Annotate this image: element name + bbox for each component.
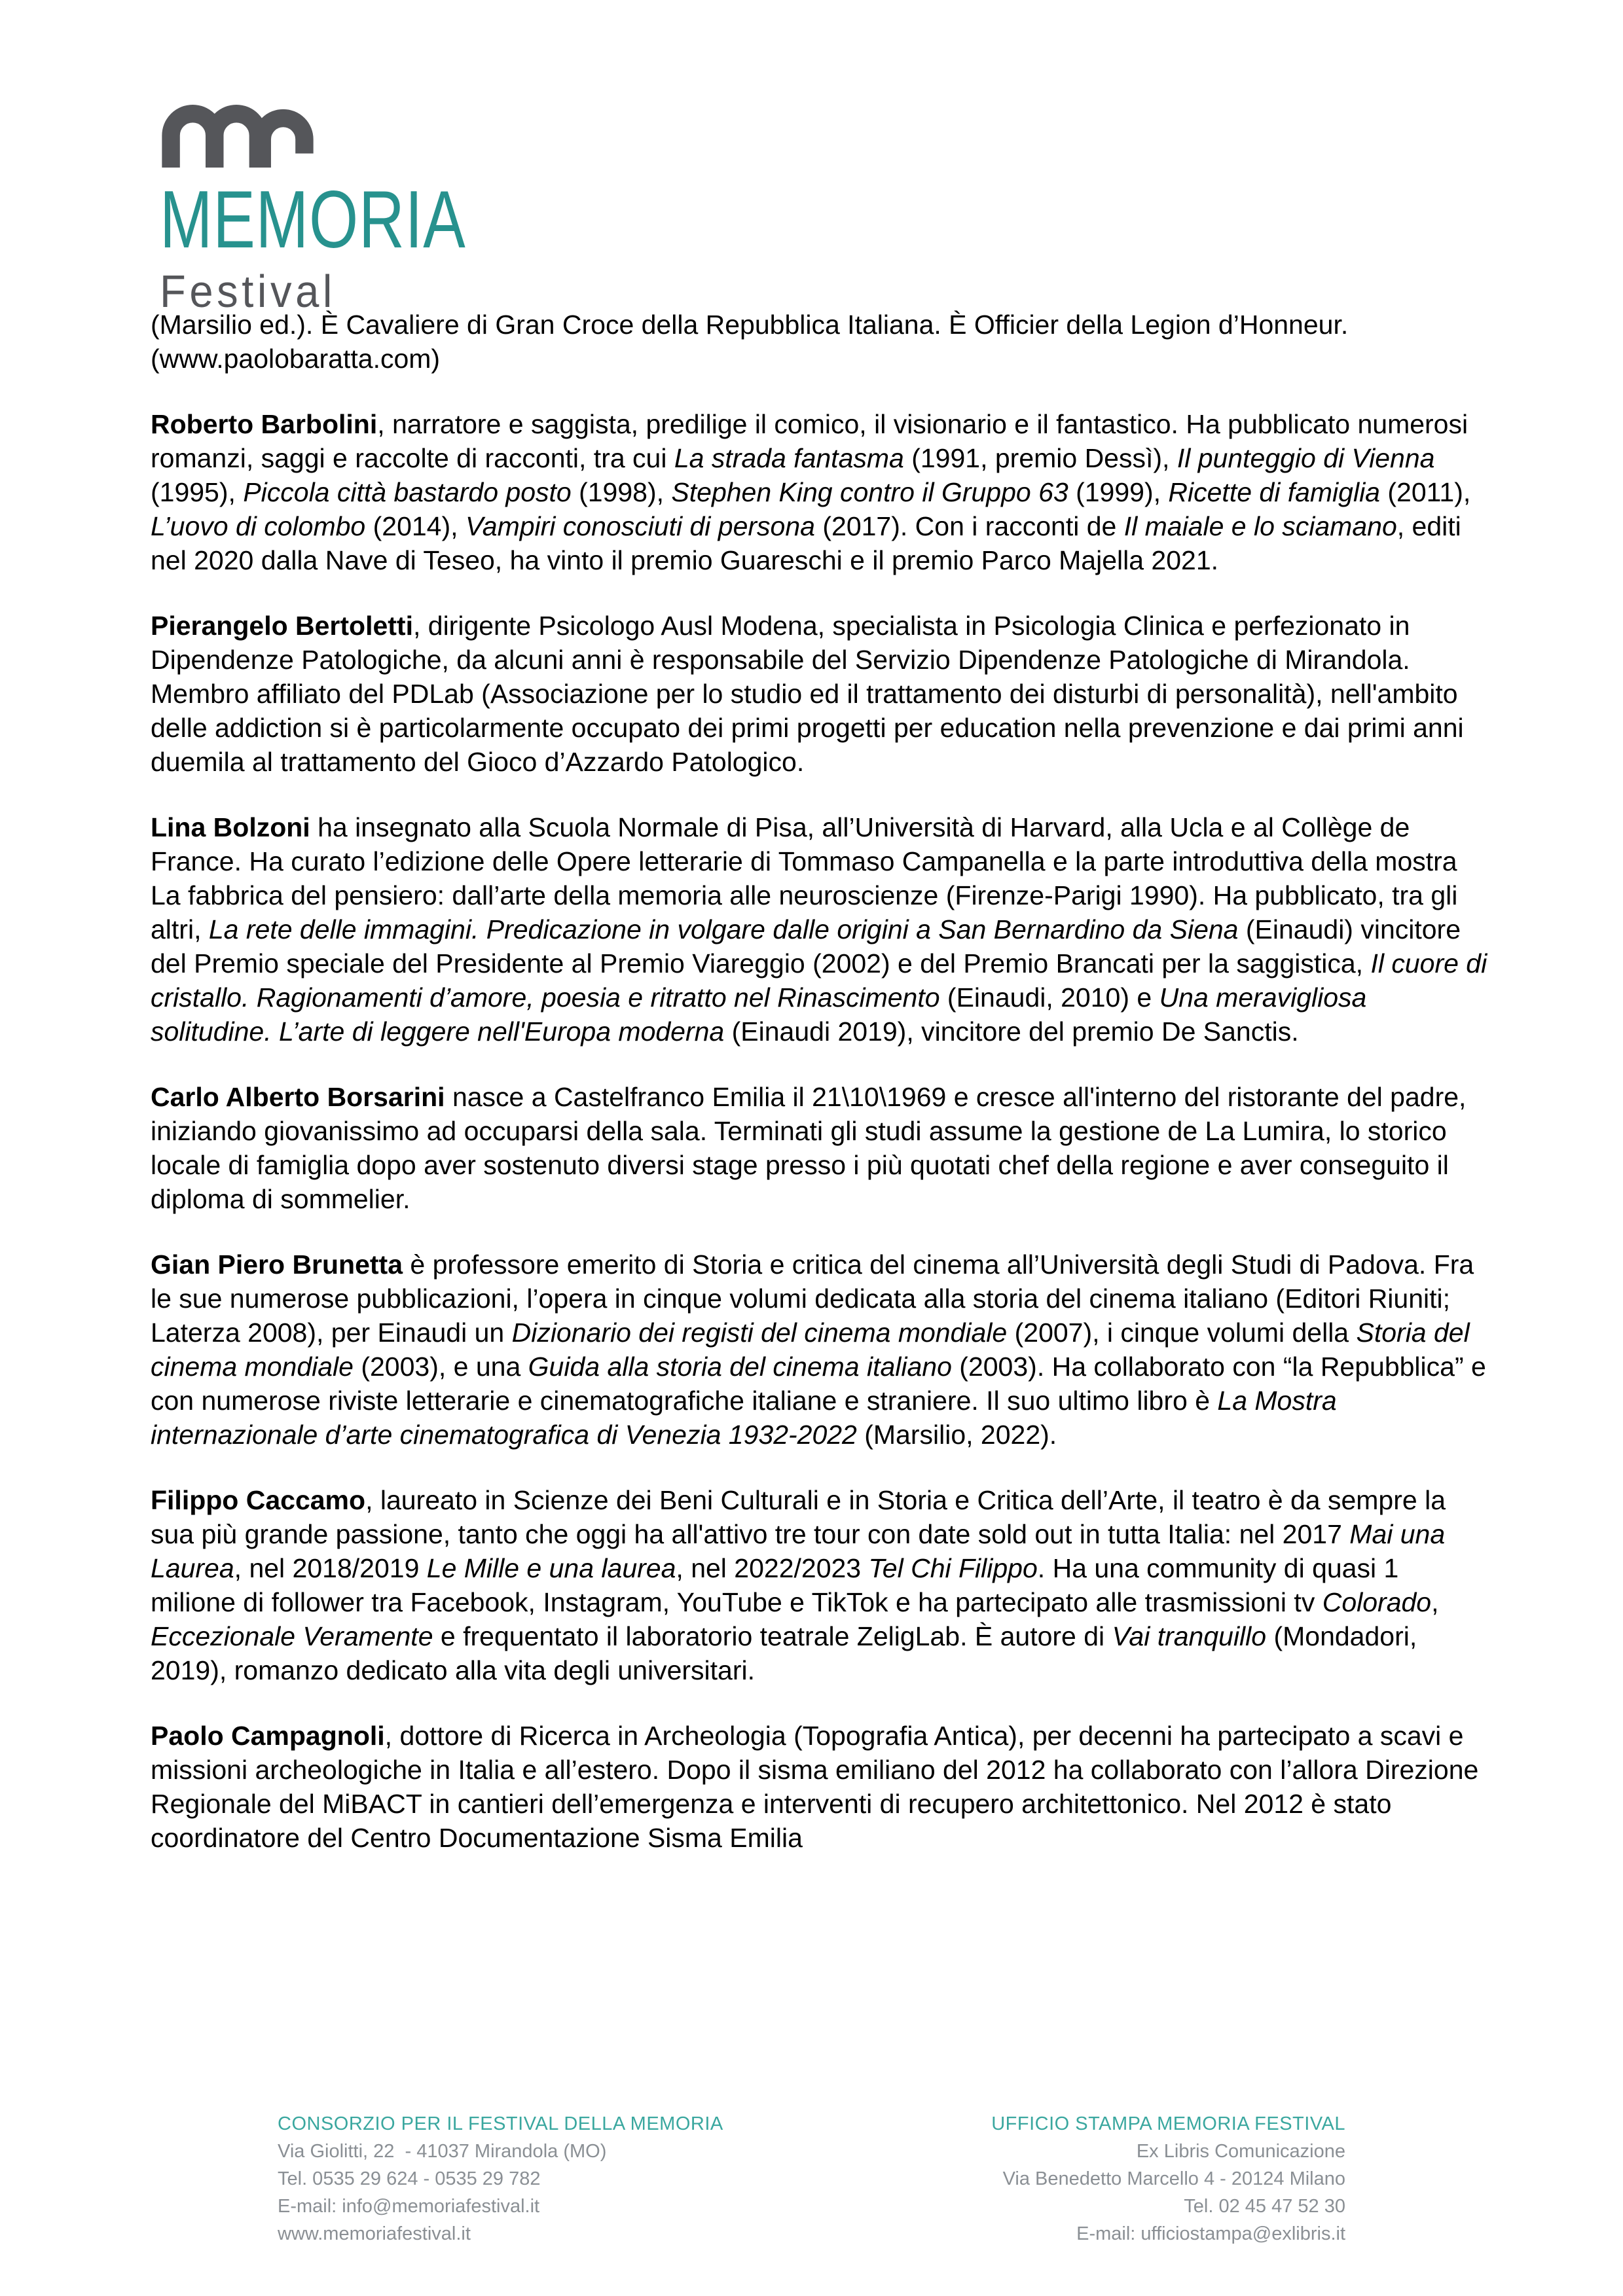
footer-ufficio-stampa-heading: UFFICIO STAMPA MEMORIA FESTIVAL (991, 2113, 1345, 2134)
biographies (151, 308, 1489, 1886)
footer-line: E-mail: info@memoriafestival.it (278, 2196, 540, 2217)
text-run: (1998), (571, 477, 672, 507)
person-name: Filippo Caccamo (151, 1485, 366, 1515)
text-run: , dottore di Ricerca in Archeologia (Topografia Antica), per decenni ha partecipato a scavi e missioni archeologiche in Italia e all’estero. Dopo il sisma emiliano del 2012 ha collaborato con l’allora Direzione Regionale del MiBACT in cantieri dell’emergenza e interventi di recupero architettonico. Nel 2012 è stato coordinatore del Centro Documentazione Sisma Emilia (151, 1721, 1479, 1853)
text-run: , (1431, 1587, 1439, 1617)
footer-line: Tel. 0535 29 624 - 0535 29 782 (278, 2168, 541, 2189)
text-run: (Einaudi, 2010) e (939, 982, 1159, 1013)
work-title: Il punteggio di Vienna (1176, 443, 1435, 473)
person-name: Gian Piero Brunetta (151, 1249, 403, 1280)
person-name: Pierangelo Bertoletti (151, 611, 413, 641)
paragraph-roberto-barbolini (151, 407, 1489, 577)
person-name: Lina Bolzoni (151, 812, 310, 842)
work-title: Ricette di famiglia (1168, 477, 1380, 507)
work-title: Storia del cinema mondiale (151, 1318, 1470, 1382)
work-title: Il cuore di cristallo. Ragionamenti d’amore, poesia e ritratto nel Rinascimento (151, 948, 1487, 1013)
work-title: Tel Chi Filippo (868, 1553, 1038, 1583)
work-title: Vai tranquillo (1112, 1621, 1267, 1651)
page-footer (0, 2110, 1623, 2248)
footer-ufficio-stampa-block (991, 2110, 1345, 2248)
text-run: (2017). Con i racconti de (814, 511, 1124, 541)
person-name: Paolo Campagnoli (151, 1721, 385, 1751)
paragraph-pierangelo-bertoletti (151, 609, 1489, 779)
memoria-festival-logo (160, 103, 552, 317)
text-run: , laureato in Scienze dei Beni Culturali e in Storia e Critica dell’Arte, il teatro è da sempre la sua più grande passione, tanto che oggi ha all'attivo tre tour con date sold out in tutta Italia: nel 2017 (151, 1485, 1446, 1549)
work-title: Dizionario dei registi del cinema mondiale (511, 1318, 1008, 1348)
footer-line: Tel. 02 45 47 52 30 (1184, 2196, 1345, 2217)
footer-consorzio-block (278, 2110, 723, 2248)
logo-title: MEMORIA (160, 175, 466, 265)
text-run: . Ha una community di quasi 1 milione di follower tra Facebook, Instagram, YouTube e TikTok e ha partecipato alle trasmissioni tv (151, 1553, 1399, 1617)
work-title: Eccezionale Veramente (151, 1621, 433, 1651)
footer-line: www.memoriafestival.it (278, 2223, 471, 2244)
memoria-arches-icon (160, 103, 552, 168)
text-run: (2003), e una (353, 1352, 528, 1382)
text-run: , narratore e saggista, predilige il comico, il visionario e il fantastico. Ha pubblicato numerosi romanzi, saggi e raccolte di racconti, tra cui (151, 409, 1468, 473)
text-run: (2003). Ha collaborato con “la Repubblica” e con numerose riviste letterarie e cinematografiche italiane e straniere. Il suo ultimo libro è (151, 1352, 1486, 1416)
work-title: Una meravigliosa solitudine. L’arte di leggere nell'Europa moderna (151, 982, 1367, 1047)
work-title: La rete delle immagini. Predicazione in volgare dalle origini a San Bernardino da Siena (208, 914, 1239, 944)
text-run: (Marsilio, 2022). (856, 1420, 1057, 1450)
footer-line: Via Giolitti, 22 - 41037 Mirandola (MO) (278, 2141, 607, 2162)
footer-line: Via Benedetto Marcello 4 - 20124 Milano (1002, 2168, 1345, 2189)
text-run: nasce a Castelfranco Emilia il 21\10\1969 e cresce all'interno del ristorante del padre, iniziando giovanissimo ad occuparsi della sala. Terminati gli studi assume la gestione de La Lumira, lo storico locale di famiglia dopo aver sostenuto diversi stage presso i più quotati chef della regione e aver conseguito il diploma di sommelier. (151, 1082, 1467, 1214)
work-title: La Mostra internazionale d’arte cinematografica di Venezia 1932-2022 (151, 1386, 1337, 1450)
text-run: ha insegnato alla Scuola Normale di Pisa, all’Università di Harvard, alla Ucla e al Collège de France. Ha curato l’edizione delle Opere letterarie di Tommaso Campanella e la parte introduttiva della mostra La fabbrica del pensiero: dall’arte della memoria alle neuroscienze (Firenze-Parigi 1990). Ha pubblicato, tra gli altri, (151, 812, 1458, 944)
text-run: (Mondadori, 2019), romanzo dedicato alla vita degli universitari. (151, 1621, 1417, 1685)
work-title: Le Mille e una laurea (426, 1553, 676, 1583)
work-title: Guida alla storia del cinema italiano (528, 1352, 952, 1382)
text-run: , editi nel 2020 dalla Nave di Teseo, ha vinto il premio Guareschi e il premio Parco Majella 2021. (151, 511, 1461, 575)
work-title: Mai una Laurea (151, 1519, 1446, 1583)
text-run: , nel 2022/2023 (676, 1553, 869, 1583)
person-name: Roberto Barbolini (151, 409, 378, 439)
text-run: e frequentato il laboratorio teatrale ZeligLab. È autore di (433, 1621, 1112, 1651)
work-title: Vampiri conosciuti di persona (465, 511, 815, 541)
footer-line: E-mail: ufficiostampa@exlibris.it (1076, 2223, 1345, 2244)
work-title: Colorado (1322, 1587, 1432, 1617)
text-run: (Einaudi 2019), vincitore del premio De Sanctis. (724, 1016, 1299, 1047)
text-run: (1991, premio Dessì), (903, 443, 1177, 473)
paragraph-carlo-alberto-borsarini (151, 1080, 1489, 1216)
paragraph-filippo-caccamo (151, 1483, 1489, 1687)
work-title: Il maiale e lo sciamano (1123, 511, 1397, 541)
text-run: , dirigente Psicologo Ausl Modena, specialista in Psicologia Clinica e perfezionato in Dipendenze Patologiche, da alcuni anni è responsabile del Servizio Dipendenze Patologiche di Mirandola. Membro affiliato del PDLab (Associazione per lo studio ed il trattamento dei disturbi di personalità), nell'ambito delle addiction si è particolarmente occupato dei primi progetti per education nella prevenzione e dai primi anni duemila al trattamento del Gioco d’Azzardo Patologico. (151, 611, 1464, 777)
text-run: (2007), i cinque volumi della (1007, 1318, 1357, 1348)
text-run: (Einaudi) vincitore del Premio speciale del Presidente al Premio Viareggio (2002) e del Premio Brancati per la saggistica, (151, 914, 1461, 978)
paragraph-baratta-continuation (151, 308, 1489, 376)
footer-consorzio-heading: CONSORZIO PER IL FESTIVAL DELLA MEMORIA (278, 2113, 723, 2134)
text-run: (2011), (1379, 477, 1471, 507)
work-title: Stephen King contro il Gruppo 63 (671, 477, 1068, 507)
text-run: (2014), (365, 511, 465, 541)
text-run: (1995), (151, 477, 244, 507)
work-title: Piccola città bastardo posto (243, 477, 572, 507)
work-title: L’uovo di colombo (151, 511, 366, 541)
text-run: , nel 2018/2019 (234, 1553, 427, 1583)
work-title: La strada fantasma (674, 443, 904, 473)
text-run: (1999), (1068, 477, 1169, 507)
footer-ufficio-stampa-lines (991, 2138, 1345, 2248)
text-run: (Marsilio ed.). È Cavaliere di Gran Croce della Repubblica Italiana. È Officier della Legion d’Honneur. (www.paolobaratta.com) (151, 310, 1349, 374)
text-run: è professore emerito di Storia e critica del cinema all’Università degli Studi di Padova. Fra le sue numerose pubblicazioni, l’opera in cinque volumi dedicata alla storia del cinema italiano (Editori Riuniti; Laterza 2008), per Einaudi un (151, 1249, 1474, 1348)
footer-line: Ex Libris Comunicazione (1136, 2141, 1345, 2162)
footer-consorzio-lines (278, 2138, 723, 2248)
person-name: Carlo Alberto Borsarini (151, 1082, 445, 1112)
paragraph-gian-piero-brunetta (151, 1247, 1489, 1452)
logo-subtitle: Festival (160, 266, 336, 317)
paragraph-lina-bolzoni (151, 810, 1489, 1049)
paragraph-paolo-campagnoli (151, 1719, 1489, 1855)
